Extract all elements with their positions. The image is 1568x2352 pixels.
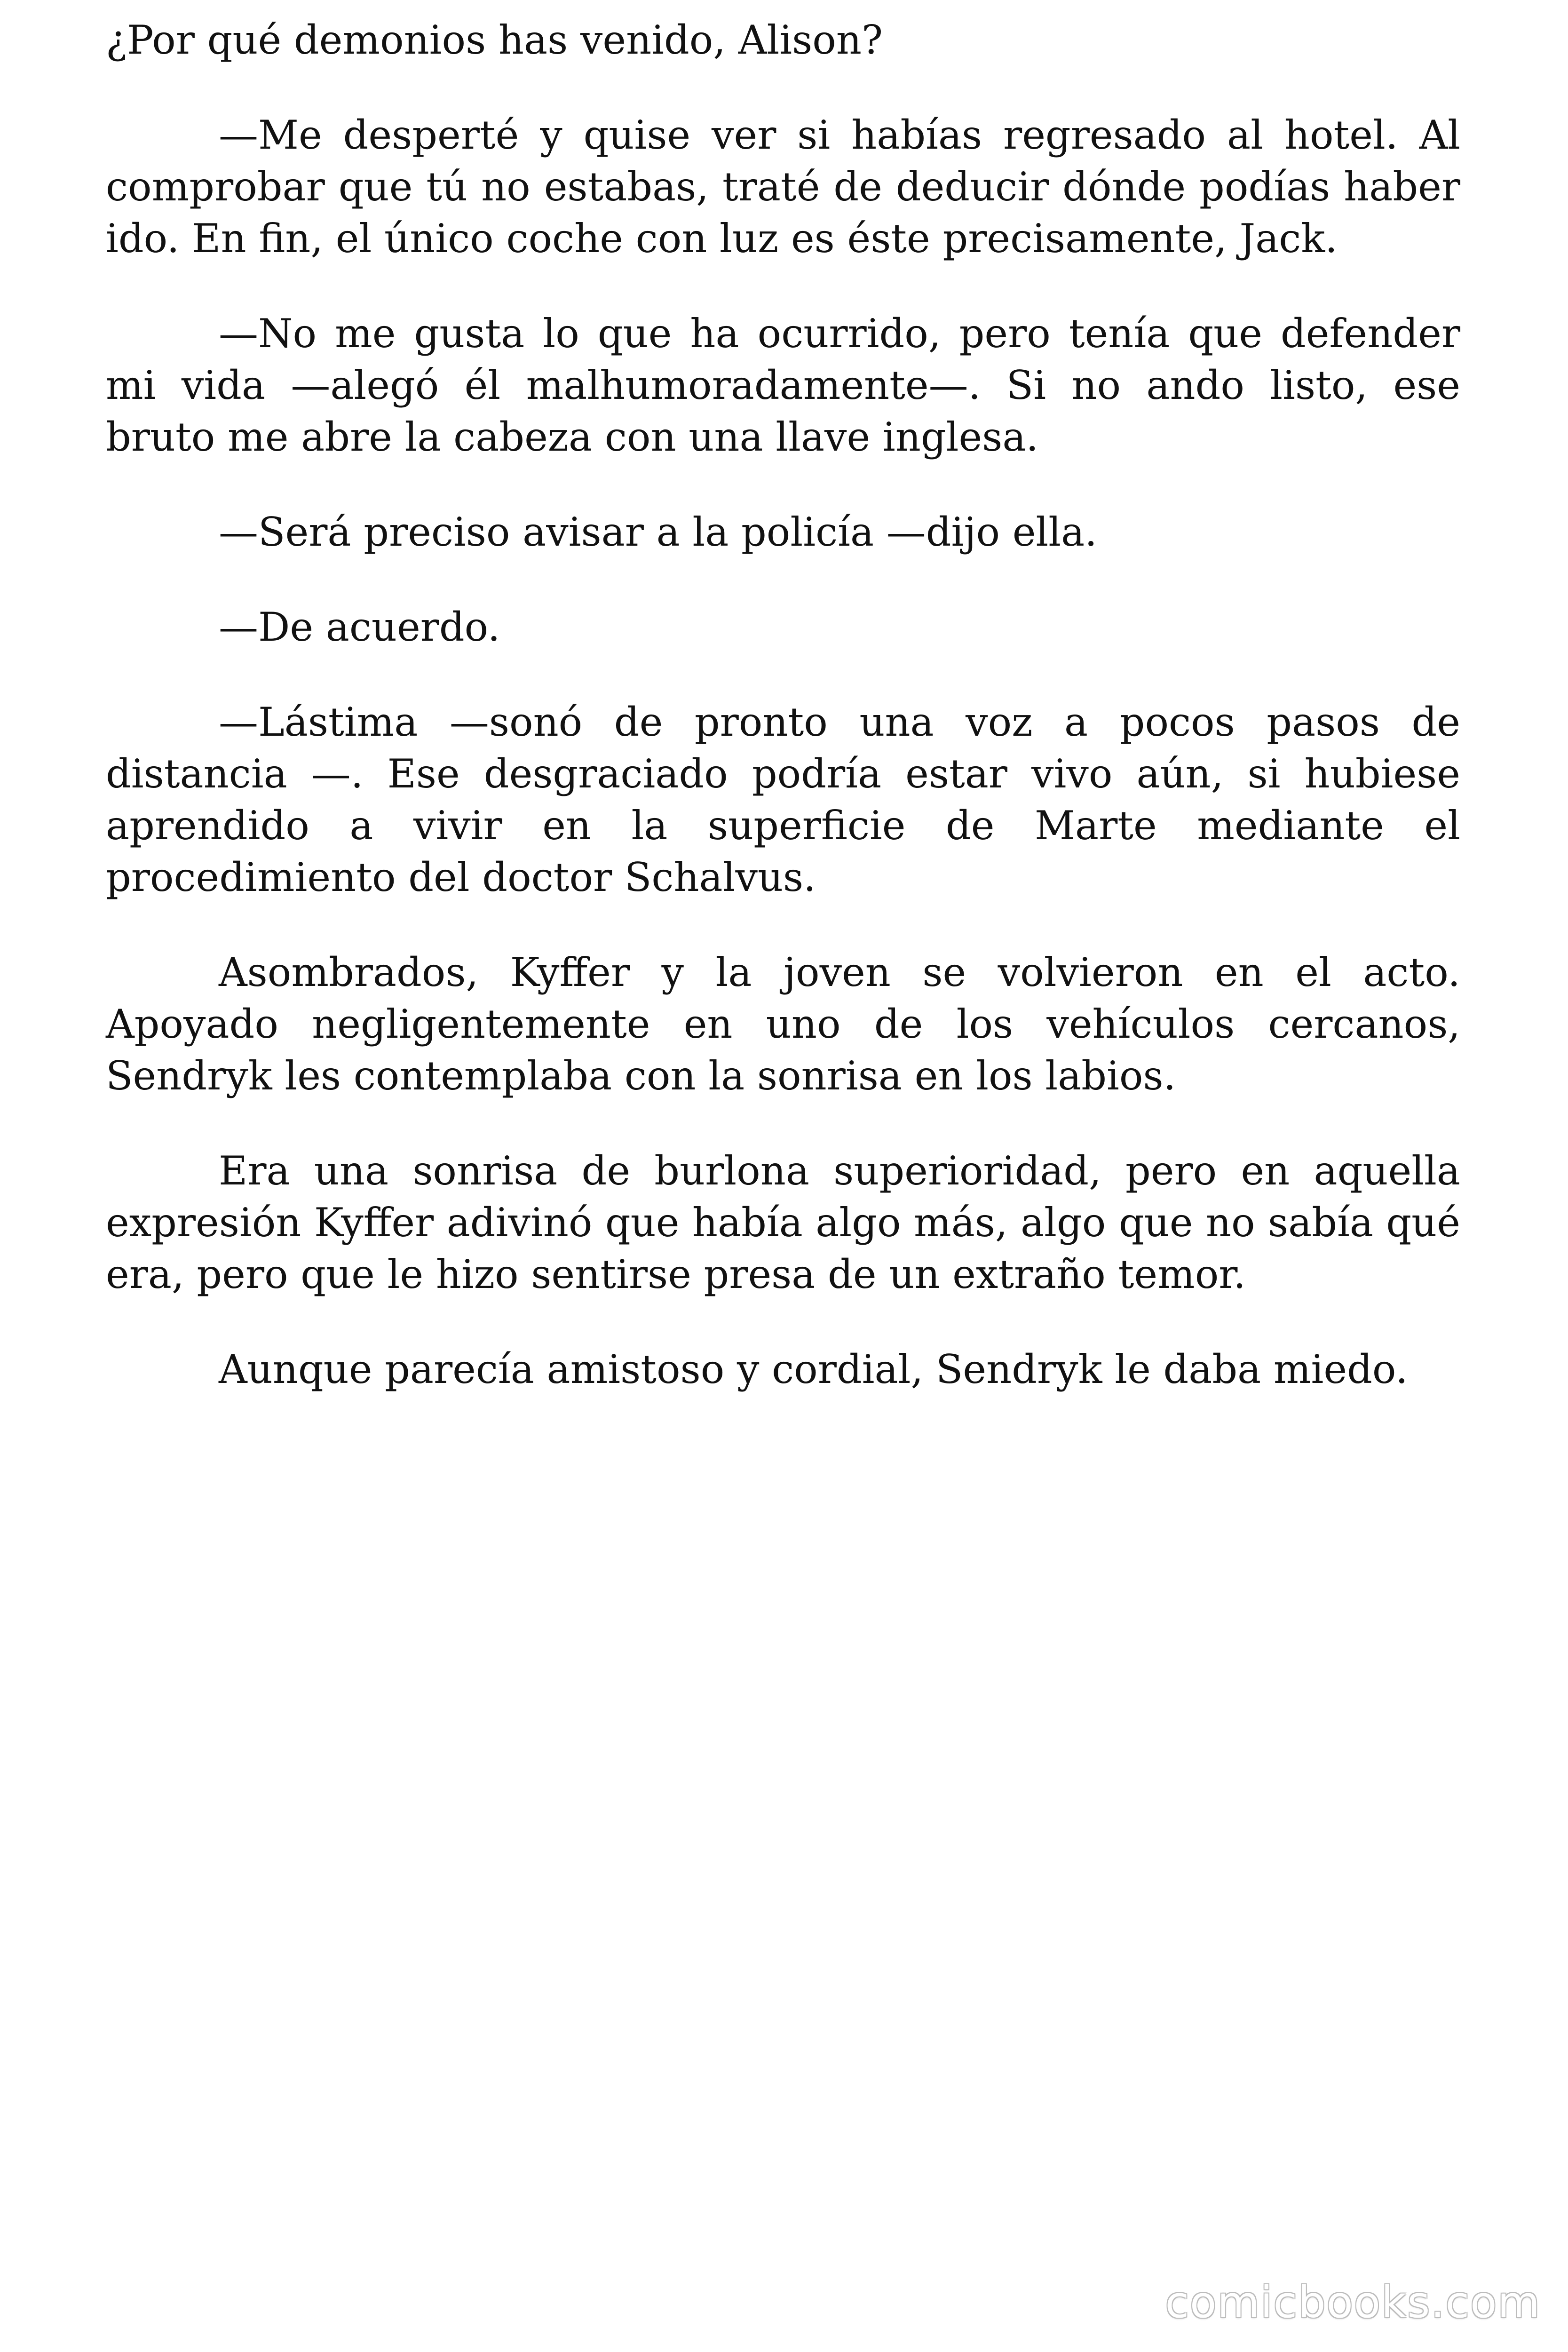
paragraph: Asombrados, Kyffer y la joven se volvieron en el acto. Apoyado negligentemente en uno de los vehículos cercanos, Sendryk les contemplaba con la sonrisa en los labios. — [106, 949, 1460, 1099]
paragraph: —Será preciso avisar a la policía —dijo ella. — [219, 509, 1097, 555]
paragraph: —Lástima —sonó de pronto una voz a pocos pasos de distancia —. Ese desgraciado podría estar vivo aún, si hubiese aprendido a vivir en la superficie de Marte mediante el procedimiento del doctor Schalvus. — [106, 699, 1460, 900]
paragraph: ¿Por qué demonios has venido, Alison? — [106, 17, 883, 63]
paragraph: —Me desperté y quise ver si habías regresado al hotel. Al comprobar que tú no estabas, traté de deducir dónde podías haber ido. En fin, el único coche con luz es éste precisamente, Jack. — [106, 112, 1460, 262]
watermark: comicbooks.com — [1165, 2277, 1541, 2328]
paragraph: Aunque parecía amistoso y cordial, Sendryk le daba miedo. — [219, 1346, 1408, 1392]
paragraph: Era una sonrisa de burlona superioridad, pero en aquella expresión Kyffer adivinó que había algo más, algo que no sabía qué era, pero que le hizo sentirse presa de un extraño temor. — [106, 1148, 1460, 1297]
paragraph: —De acuerdo. — [219, 604, 500, 650]
paragraph: —No me gusta lo que ha ocurrido, pero tenía que defender mi vida —alegó él malhumoradamente—. Si no ando listo, ese bruto me abre la cabeza con una llave inglesa. — [106, 310, 1460, 460]
body-text — [106, 14, 1460, 1438]
